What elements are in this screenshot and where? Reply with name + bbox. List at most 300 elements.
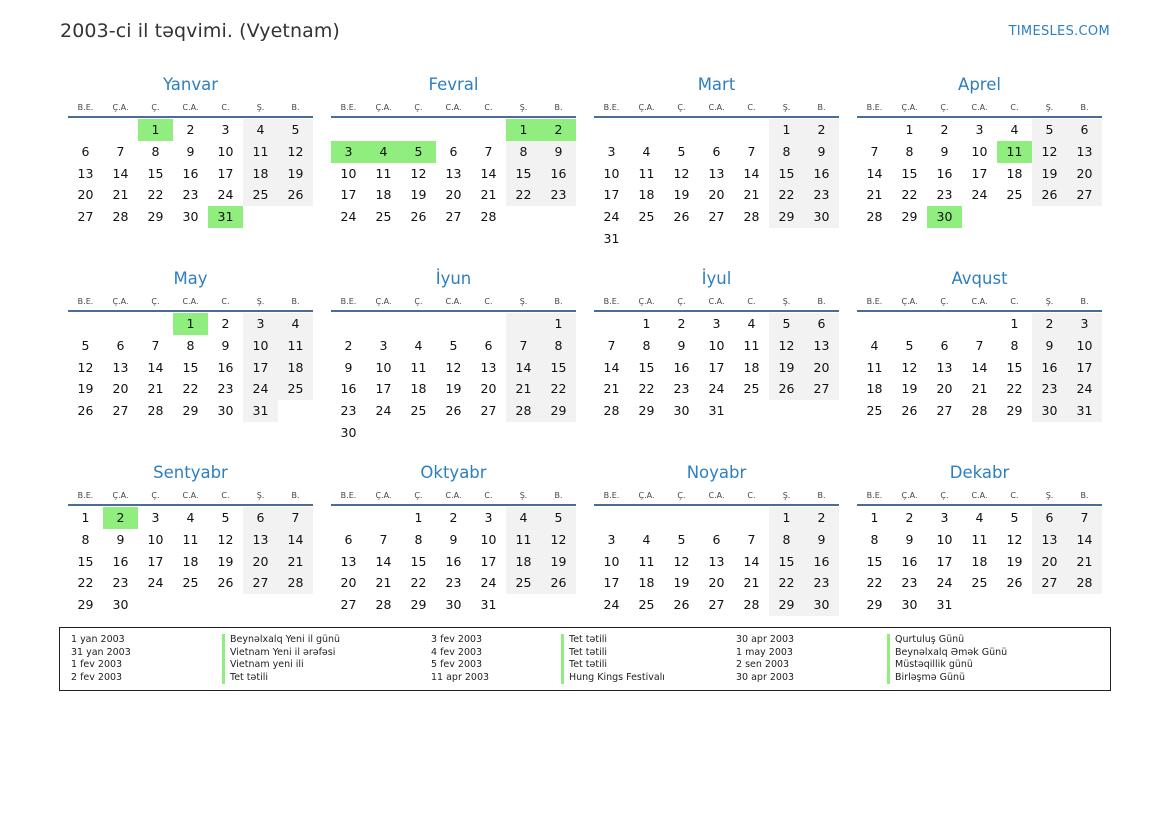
day-cell: 20: [804, 357, 839, 379]
empty-cell: [804, 400, 839, 422]
day-cell: 1: [414, 510, 423, 525]
empty-cell: [208, 594, 243, 616]
empty-cell: [927, 313, 962, 335]
day-cell: 3: [151, 510, 160, 525]
weekday-label: C.: [1010, 103, 1019, 112]
holiday-date: 3 fev 2003: [431, 634, 483, 645]
weekday-label: B.E.: [866, 103, 883, 112]
month-title: Fevral: [428, 75, 479, 94]
day-cell: 26: [541, 572, 576, 594]
weekday-label: C.A.: [708, 297, 725, 306]
days-grid: [331, 507, 576, 616]
day-cell: 9: [221, 337, 230, 353]
day-cell: 21: [112, 187, 129, 203]
days-grid: [68, 313, 313, 422]
days-grid: [331, 313, 576, 444]
weekday-label: C.: [484, 297, 493, 306]
holiday-legend: [59, 627, 1111, 691]
day-cell: 21: [480, 187, 497, 203]
day-cell: 12: [673, 165, 690, 181]
day-cell: 11: [182, 531, 199, 547]
holiday-name: Tet tətili: [569, 634, 607, 645]
day-cell: 6: [712, 143, 721, 159]
day-cell: 14: [480, 165, 497, 181]
day-cell: 9: [677, 337, 686, 353]
empty-cell: [734, 507, 769, 529]
day-cell: 7: [151, 337, 160, 353]
weekday-label: Ş.: [256, 297, 265, 306]
empty-cell: [506, 313, 541, 335]
day-cell: 14: [375, 553, 392, 569]
day-cell: 7: [870, 143, 879, 159]
day-cell: 6: [116, 337, 125, 353]
weekday-header: [594, 486, 839, 506]
day-cell: 14: [278, 529, 313, 551]
day-cell: 21: [743, 187, 760, 203]
weekday-label: Ş.: [256, 491, 265, 500]
weekday-label: C.: [221, 297, 230, 306]
empty-cell: [734, 228, 769, 250]
day-cell: 14: [743, 165, 760, 181]
empty-cell: [1032, 206, 1067, 228]
day-cell: 16: [340, 381, 357, 397]
day-cell: 7: [747, 143, 756, 159]
day-cell: 12: [541, 529, 576, 551]
day-cell: 26: [410, 209, 427, 225]
day-cell: 8: [769, 529, 804, 551]
weekday-label: Ç.A.: [375, 103, 392, 112]
day-cell: 29: [182, 403, 199, 419]
empty-cell: [594, 313, 629, 335]
day-cell: 3: [331, 141, 366, 163]
day-cell: 18: [971, 553, 988, 569]
weekday-label: B.: [817, 103, 826, 112]
day-cell: 28: [375, 597, 392, 613]
day-cell: 10: [243, 335, 278, 357]
day-cell: 7: [975, 337, 984, 353]
day-cell: 21: [603, 381, 620, 397]
day-cell: 4: [186, 510, 195, 525]
empty-cell: [857, 313, 892, 335]
day-cell: 19: [1032, 163, 1067, 185]
empty-cell: [68, 119, 103, 141]
weekday-label: C.: [1010, 297, 1019, 306]
weekday-label: Ç.: [151, 297, 160, 306]
empty-cell: [629, 228, 664, 250]
day-cell: 27: [1067, 184, 1102, 206]
month-7: [594, 268, 839, 462]
day-cell: 9: [116, 531, 125, 547]
day-cell: 24: [1067, 378, 1102, 400]
day-cell: 6: [1067, 119, 1102, 141]
empty-cell: [664, 507, 699, 529]
month-title: Aprel: [958, 75, 1001, 94]
day-cell: 24: [603, 209, 620, 225]
day-cell: 14: [603, 359, 620, 375]
holiday-names-column: [887, 634, 1007, 684]
weekday-label: B.E.: [340, 103, 357, 112]
empty-cell: [331, 313, 366, 335]
day-cell: 19: [278, 163, 313, 185]
day-cell: 14: [147, 359, 164, 375]
day-cell: 29: [541, 400, 576, 422]
holiday-dates-column: [431, 634, 489, 684]
month-title: İyul: [701, 269, 732, 288]
day-cell: 13: [804, 335, 839, 357]
day-cell: 13: [340, 553, 357, 569]
day-cell: 19: [541, 551, 576, 573]
weekday-label: Ç.: [940, 103, 949, 112]
weekday-label: C.: [747, 103, 756, 112]
day-cell: 1: [642, 316, 651, 331]
day-cell: 18: [506, 551, 541, 573]
day-cell: 16: [182, 165, 199, 181]
weekday-label: Ç.: [414, 297, 423, 306]
day-cell: 29: [77, 597, 94, 613]
holiday-date: 11 apr 2003: [431, 671, 490, 683]
holiday-date: 2 fev 2003: [71, 671, 123, 683]
weekday-label: C.A.: [445, 297, 462, 306]
day-cell: 26: [673, 209, 690, 225]
day-cell: 23: [804, 572, 839, 594]
day-cell: 22: [1006, 381, 1023, 397]
day-cell: 19: [77, 381, 94, 397]
day-cell: 12: [278, 141, 313, 163]
empty-cell: [436, 119, 471, 141]
day-cell: 28: [603, 403, 620, 419]
empty-cell: [857, 119, 892, 141]
days-grid: [594, 313, 839, 422]
day-cell: 30: [927, 206, 962, 228]
day-cell: 25: [375, 209, 392, 225]
weekday-label: B.: [1080, 491, 1089, 500]
weekday-label: C.A.: [445, 491, 462, 500]
day-cell: 18: [243, 163, 278, 185]
day-cell: 31: [708, 403, 725, 419]
day-cell: 16: [804, 551, 839, 573]
day-cell: 2: [344, 337, 353, 353]
day-cell: 18: [866, 381, 883, 397]
day-cell: 9: [940, 143, 949, 159]
day-cell: 1: [905, 122, 914, 137]
brand-link[interactable]: TIMESLES.COM: [1008, 24, 1110, 39]
day-cell: 29: [866, 597, 883, 613]
weekday-label: Ç.: [940, 491, 949, 500]
page-title: 2003-ci il təqvimi. (Vyetnam): [60, 20, 340, 42]
day-cell: 13: [77, 165, 94, 181]
day-cell: 5: [449, 337, 458, 353]
day-cell: 17: [971, 165, 988, 181]
day-cell: 5: [541, 507, 576, 529]
day-cell: 5: [677, 143, 686, 159]
day-cell: 8: [186, 337, 195, 353]
days-grid: [857, 119, 1102, 228]
day-cell: 9: [804, 529, 839, 551]
empty-cell: [506, 206, 541, 228]
empty-cell: [594, 507, 629, 529]
holiday-name: Tet tətili: [569, 659, 607, 670]
day-cell: 26: [1032, 184, 1067, 206]
day-cell: 17: [603, 575, 620, 591]
day-cell: 15: [1006, 359, 1023, 375]
empty-cell: [366, 313, 401, 335]
day-cell: 2: [449, 510, 458, 525]
day-cell: 18: [638, 575, 655, 591]
weekday-label: Ş.: [519, 491, 528, 500]
empty-cell: [243, 206, 278, 228]
day-cell: 24: [603, 597, 620, 613]
day-cell: 15: [866, 553, 883, 569]
day-cell: 9: [449, 531, 458, 547]
day-cell: 25: [638, 597, 655, 613]
day-cell: 6: [449, 143, 458, 159]
day-cell: 25: [278, 378, 313, 400]
day-cell: 17: [708, 359, 725, 375]
weekday-label: B.E.: [77, 103, 94, 112]
month-8: [857, 268, 1102, 462]
day-cell: 20: [708, 187, 725, 203]
days-grid: [857, 507, 1102, 616]
holiday-date: 31 yan 2003: [71, 646, 131, 658]
day-cell: 13: [112, 359, 129, 375]
day-cell: 15: [410, 553, 427, 569]
day-cell: 15: [769, 551, 804, 573]
day-cell: 1: [769, 119, 804, 141]
day-cell: 3: [607, 143, 616, 159]
day-cell: 23: [804, 184, 839, 206]
day-cell: 29: [769, 594, 804, 616]
day-cell: 15: [901, 165, 918, 181]
empty-cell: [173, 594, 208, 616]
day-cell: 18: [1006, 165, 1023, 181]
empty-cell: [471, 313, 506, 335]
day-cell: 23: [901, 575, 918, 591]
day-cell: 24: [243, 378, 278, 400]
month-12: [857, 462, 1102, 622]
day-cell: 10: [936, 531, 953, 547]
day-cell: 5: [905, 337, 914, 353]
day-cell: 19: [769, 357, 804, 379]
day-cell: 20: [480, 381, 497, 397]
day-cell: 21: [971, 381, 988, 397]
weekday-label: C.: [1010, 491, 1019, 500]
day-cell: 11: [243, 141, 278, 163]
day-cell: 19: [410, 187, 427, 203]
weekday-label: Ş.: [782, 297, 791, 306]
month-title: Avqust: [951, 269, 1008, 288]
day-cell: 12: [673, 553, 690, 569]
day-cell: 1: [1010, 316, 1019, 331]
day-cell: 17: [603, 187, 620, 203]
day-cell: 10: [217, 143, 234, 159]
day-cell: 17: [340, 187, 357, 203]
holiday-names-column: [561, 634, 665, 684]
day-cell: 30: [804, 594, 839, 616]
day-cell: 8: [769, 141, 804, 163]
day-cell: 9: [1032, 335, 1067, 357]
day-cell: 8: [905, 143, 914, 159]
day-cell: 13: [708, 553, 725, 569]
weekday-label: Ş.: [1045, 491, 1054, 500]
holiday-names-column: [222, 634, 340, 684]
day-cell: 30: [901, 597, 918, 613]
day-cell: 2: [103, 507, 138, 529]
day-cell: 9: [905, 531, 914, 547]
day-cell: 4: [1010, 122, 1019, 137]
empty-cell: [734, 119, 769, 141]
day-cell: 21: [743, 575, 760, 591]
month-9: [68, 462, 313, 622]
days-grid: [68, 507, 313, 616]
month-title: Mart: [697, 75, 736, 94]
day-cell: 9: [344, 359, 353, 375]
day-cell: 13: [480, 359, 497, 375]
day-cell: 30: [112, 597, 129, 613]
holiday-name: Birləşmə Günü: [895, 671, 966, 683]
day-cell: 17: [217, 165, 234, 181]
weekday-label: Ç.A.: [638, 103, 655, 112]
day-cell: 1: [173, 313, 208, 335]
holiday-name: Beynəlxalq Əmək Günü: [895, 646, 1008, 658]
day-cell: 4: [506, 507, 541, 529]
empty-cell: [629, 507, 664, 529]
day-cell: 26: [278, 184, 313, 206]
weekday-label: C.: [484, 491, 493, 500]
day-cell: 19: [445, 381, 462, 397]
weekday-label: Ç.: [151, 103, 160, 112]
day-cell: 10: [480, 531, 497, 547]
month-title: İyun: [435, 269, 472, 288]
weekday-label: C.: [221, 491, 230, 500]
day-cell: 10: [1067, 335, 1102, 357]
day-cell: 29: [901, 209, 918, 225]
day-cell: 27: [804, 378, 839, 400]
day-cell: 10: [340, 165, 357, 181]
weekday-label: C.: [747, 491, 756, 500]
day-cell: 6: [81, 143, 90, 159]
day-cell: 13: [1067, 141, 1102, 163]
day-cell: 30: [340, 424, 357, 440]
days-grid: [857, 313, 1102, 422]
empty-cell: [436, 313, 471, 335]
day-cell: 22: [769, 184, 804, 206]
weekday-label: B.E.: [340, 297, 357, 306]
weekday-label: B.E.: [340, 491, 357, 500]
holiday-name: Müstəqillik günü: [895, 659, 973, 670]
empty-cell: [366, 119, 401, 141]
holiday-dates-column: [736, 634, 794, 684]
day-cell: 25: [1006, 187, 1023, 203]
day-cell: 11: [997, 141, 1032, 163]
day-cell: 22: [541, 378, 576, 400]
day-cell: 1: [138, 119, 173, 141]
day-cell: 18: [410, 381, 427, 397]
day-cell: 14: [971, 359, 988, 375]
weekday-label: Ş.: [519, 297, 528, 306]
empty-cell: [594, 119, 629, 141]
weekday-label: B.: [554, 103, 563, 112]
empty-cell: [629, 119, 664, 141]
day-cell: 3: [1067, 313, 1102, 335]
day-cell: 27: [936, 403, 953, 419]
day-cell: 4: [414, 337, 423, 353]
day-cell: 14: [506, 357, 541, 379]
day-cell: 6: [243, 507, 278, 529]
day-cell: 16: [804, 163, 839, 185]
day-cell: 22: [769, 572, 804, 594]
day-cell: 21: [278, 551, 313, 573]
day-cell: 24: [340, 209, 357, 225]
day-cell: 4: [747, 316, 756, 331]
day-cell: 3: [484, 510, 493, 525]
empty-cell: [506, 594, 541, 616]
day-cell: 4: [642, 531, 651, 547]
weekday-label: B.E.: [77, 491, 94, 500]
weekday-label: Ş.: [519, 103, 528, 112]
day-cell: 11: [743, 337, 760, 353]
day-cell: 10: [603, 553, 620, 569]
days-grid: [594, 119, 839, 250]
day-cell: 26: [769, 378, 804, 400]
weekday-label: Ş.: [1045, 297, 1054, 306]
day-cell: 17: [375, 381, 392, 397]
holiday-date: 4 fev 2003: [431, 646, 483, 658]
holiday-name: Vietnam yeni ili: [230, 659, 304, 670]
day-cell: 31: [1067, 400, 1102, 422]
empty-cell: [138, 313, 173, 335]
weekday-label: Ç.A.: [901, 491, 918, 500]
weekday-label: Ç.: [677, 491, 686, 500]
day-cell: 27: [1032, 572, 1067, 594]
day-cell: 25: [506, 572, 541, 594]
day-cell: 22: [410, 575, 427, 591]
day-cell: 3: [940, 510, 949, 525]
day-cell: 28: [480, 209, 497, 225]
weekday-label: C.: [484, 103, 493, 112]
day-cell: 29: [638, 403, 655, 419]
day-cell: 23: [1032, 378, 1067, 400]
day-cell: 24: [147, 575, 164, 591]
day-cell: 11: [638, 553, 655, 569]
day-cell: 22: [866, 575, 883, 591]
day-cell: 13: [445, 165, 462, 181]
day-cell: 17: [480, 553, 497, 569]
weekday-header: [594, 292, 839, 312]
day-cell: 2: [1032, 313, 1067, 335]
empty-cell: [962, 594, 997, 616]
day-cell: 16: [673, 359, 690, 375]
weekday-label: B.E.: [77, 297, 94, 306]
day-cell: 21: [866, 187, 883, 203]
weekday-label: B.E.: [866, 491, 883, 500]
day-cell: 28: [147, 403, 164, 419]
day-cell: 30: [673, 403, 690, 419]
day-cell: 25: [971, 575, 988, 591]
day-cell: 31: [208, 206, 243, 228]
day-cell: 7: [379, 531, 388, 547]
day-cell: 11: [506, 529, 541, 551]
day-cell: 26: [1006, 575, 1023, 591]
empty-cell: [331, 119, 366, 141]
day-cell: 27: [77, 209, 94, 225]
empty-cell: [366, 422, 401, 444]
day-cell: 20: [1032, 551, 1067, 573]
weekday-label: B.: [1080, 297, 1089, 306]
month-title: Noyabr: [686, 463, 747, 482]
calendar-grid: [68, 74, 1102, 622]
weekday-label: C.A.: [708, 103, 725, 112]
weekday-label: B.: [554, 491, 563, 500]
